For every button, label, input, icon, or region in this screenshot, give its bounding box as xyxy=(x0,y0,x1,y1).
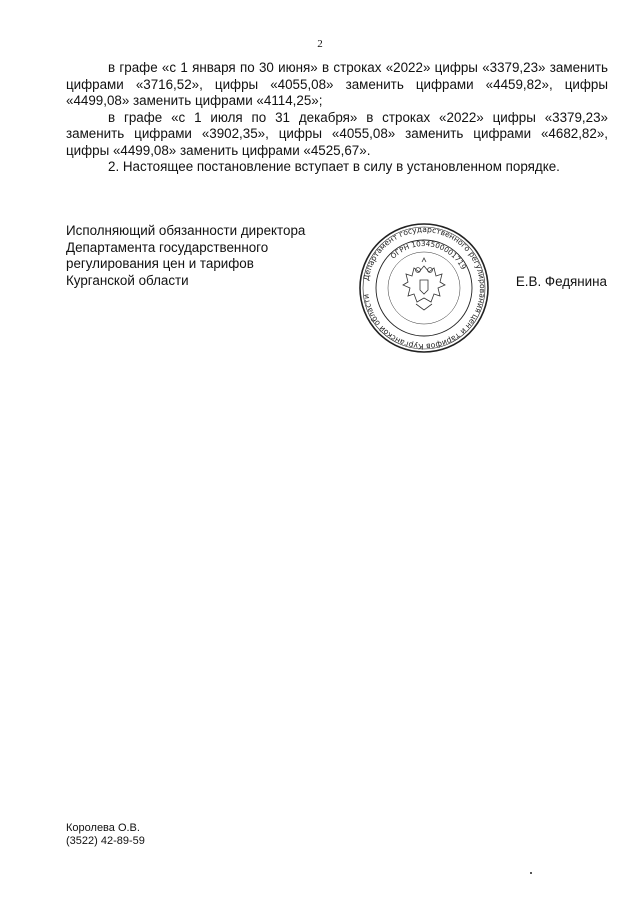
contact-person: Королева О.В. xyxy=(66,822,140,834)
signatory-title-line: Исполняющий обязанности директора xyxy=(66,223,306,238)
signatory-title-line: регулирования цен и тарифов xyxy=(66,256,254,271)
paragraph-amendment-first-half: в графе «с 1 января по 30 июня» в строках «2022» цифры «3379,23» заменить цифрами «3716,52», цифры «4055,08» заменить цифрами «4459,82», цифры «4499,08» заменить цифрами «4114,25»; xyxy=(66,60,608,108)
signatory-title xyxy=(66,223,356,289)
signatory-title-line: Курганской области xyxy=(66,272,189,288)
paragraph-entry-into-force: 2. Настоящее постановление вступает в силу в установленном порядке. xyxy=(108,159,560,174)
scan-speck xyxy=(530,872,532,874)
signatory-title-line: Департамента государственного xyxy=(66,239,269,255)
seal-inner-text: ОГРН 1034500001719 xyxy=(388,238,469,272)
official-seal-stamp xyxy=(356,218,492,358)
double-headed-eagle-emblem xyxy=(403,258,445,310)
paragraph-amendment-second-half: в графе «с 1 июля по 31 декабря» в строках «2022» цифры «3379,23» заменить цифрами «3902,35», цифры «4055,08» заменить цифрами «4682,82», цифры «4499,08» заменить цифрами «4525,67». xyxy=(66,109,608,158)
signatory-name: Е.В. Федянина xyxy=(515,274,607,289)
page-number: 2 xyxy=(317,38,323,50)
contact-phone: (3522) 42-89-59 xyxy=(66,835,145,847)
contact-info xyxy=(66,822,145,848)
seal-outer-text: Департамент государственного регулирования цен и тарифов Курганской области xyxy=(361,224,488,352)
document-body xyxy=(66,60,608,176)
